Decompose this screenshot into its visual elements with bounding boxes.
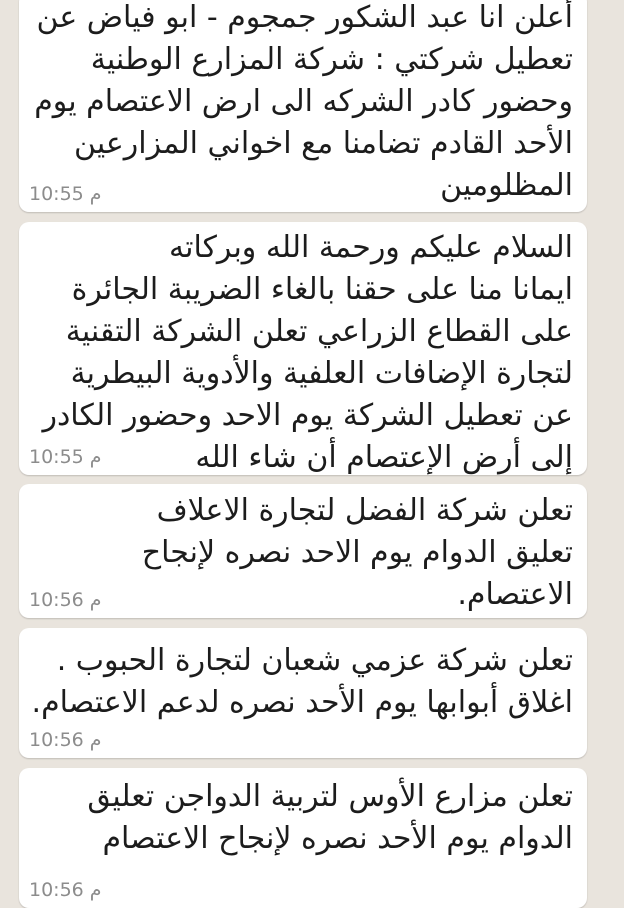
message-line: ايمانا منا على حقنا بالغاء الضريبة الجائرة — [71, 272, 573, 307]
message-line: تعليق الدوام يوم الاحد نصره لإنجاح — [141, 535, 573, 570]
message-line: وحضور كادر الشركه الى ارض الاعتصام يوم — [34, 84, 573, 119]
message-text — [34, 0, 573, 207]
message-text — [31, 640, 573, 724]
message-line: الأحد القادم تضامنا مع اخواني المزارعين — [74, 126, 573, 161]
message-line: تعطيل شركتي : شركة المزارع الوطنية — [90, 42, 573, 77]
message-line: أعلن انا عبد الشكور جمجوم - ابو فياض عن — [36, 0, 573, 35]
message-text — [43, 490, 573, 616]
message-bubble[interactable] — [19, 0, 587, 212]
message-line: المظلومين — [440, 168, 573, 203]
message-bubble[interactable] — [19, 484, 587, 618]
message-line: تعلن شركة الفضل لتجارة الاعلاف — [156, 493, 573, 528]
message-bubble[interactable] — [19, 628, 587, 758]
message-line: تعلن شركة عزمي شعبان لتجارة الحبوب . — [56, 643, 573, 678]
message-timestamp: 10:56 م — [29, 589, 102, 611]
message-line: إلى أرض الإعتصام أن شاء الله — [195, 440, 573, 475]
message-text — [43, 227, 573, 479]
message-timestamp: 10:55 م — [29, 183, 102, 205]
message-timestamp: 10:56 م — [29, 879, 102, 901]
message-line: الاعتصام. — [457, 577, 573, 612]
message-timestamp: 10:56 م — [29, 729, 102, 751]
message-bubble[interactable] — [19, 222, 587, 475]
message-text — [43, 776, 573, 860]
message-line: اغلاق أبوابها يوم الأحد نصره لدعم الاعتصام. — [31, 685, 573, 720]
message-line: السلام عليكم ورحمة الله وبركاته — [169, 230, 573, 265]
message-line: الدوام يوم الأحد نصره لإنجاح الاعتصام — [102, 821, 573, 856]
message-line: تعلن مزارع الأوس لتربية الدواجن تعليق — [87, 779, 573, 814]
message-line: عن تعطيل الشركة يوم الاحد وحضور الكادر — [42, 398, 573, 433]
message-line: على القطاع الزراعي تعلن الشركة التقنية — [65, 314, 573, 349]
message-timestamp: 10:55 م — [29, 446, 102, 468]
message-bubble[interactable] — [19, 768, 587, 908]
message-line: لتجارة الإضافات العلفية والأدوية البيطرية — [70, 356, 573, 391]
